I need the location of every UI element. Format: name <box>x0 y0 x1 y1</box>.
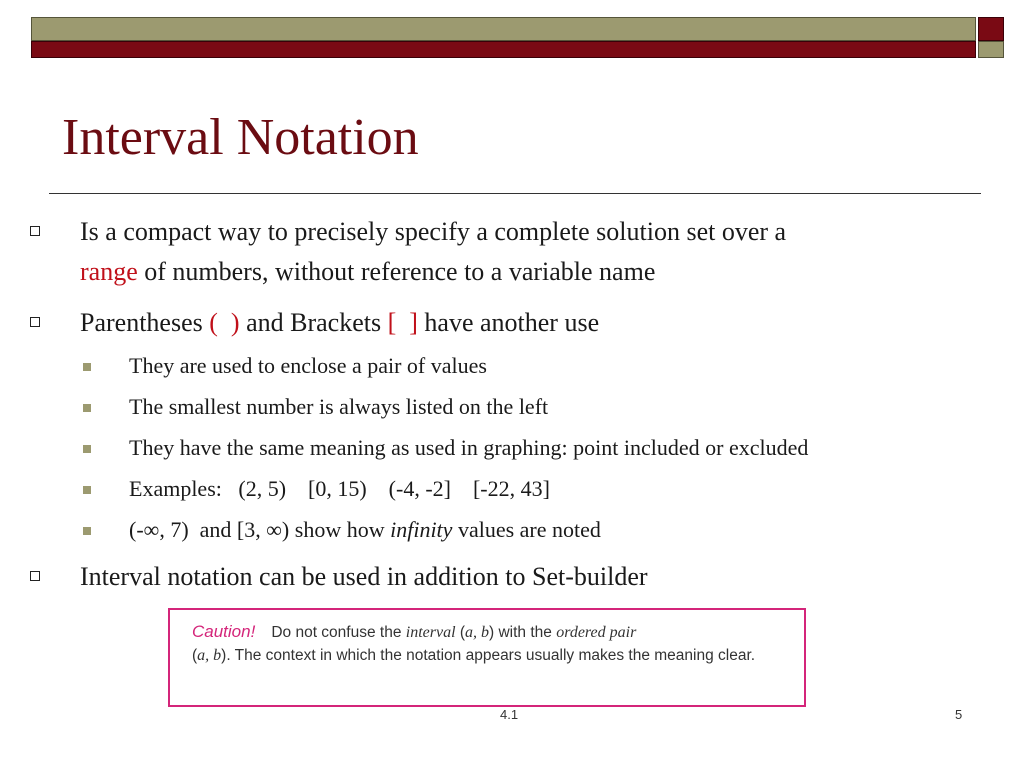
bullet-text-end: have another use <box>417 308 600 337</box>
bullet-text-cont: of numbers, without reference to a variable name <box>137 257 656 286</box>
header-maroon-band <box>31 41 976 58</box>
bullet-definition <box>80 212 1016 292</box>
footer-page-number: 5 <box>955 707 963 722</box>
caution-text: Do not confuse the <box>271 624 406 641</box>
olive-square-bullet-icon <box>83 445 91 453</box>
olive-square-bullet-icon <box>83 404 91 412</box>
sub-bullet-smallest-left <box>129 391 1014 423</box>
caution-text: ) with the <box>488 624 557 641</box>
olive-square-bullet-icon <box>83 486 91 494</box>
bullet-text: Parentheses <box>80 308 210 337</box>
bullet-set-builder <box>80 557 1016 597</box>
caution-label: Caution! <box>192 622 256 641</box>
highlight-brackets: [ ] <box>387 308 418 337</box>
hollow-square-bullet-icon <box>30 571 40 581</box>
sub-bullet-text: They have the same meaning as used in graphing: point included or excluded <box>129 435 809 460</box>
title-divider <box>49 193 981 194</box>
caution-italic-ab: a, b <box>197 647 222 664</box>
sub-bullet-infinity <box>129 514 1014 546</box>
sub-bullet-text-cont: values are noted <box>452 517 601 542</box>
bullet-text: Is a compact way to precisely specify a complete solution set over a <box>80 217 787 246</box>
caution-italic-interval: interval <box>405 624 456 641</box>
bullet-parentheses-brackets <box>80 303 1016 343</box>
sub-bullet-examples <box>129 473 1014 505</box>
caution-text: ( <box>455 624 465 641</box>
caution-italic-ab: a, b <box>464 624 489 641</box>
sub-bullet-text: Examples: (2, 5) [0, 15) (-4, -2] [-22, 43] <box>129 476 550 501</box>
header-corner-olive-block <box>978 41 1004 58</box>
olive-square-bullet-icon <box>83 527 91 535</box>
header-corner-maroon-block <box>978 17 1004 41</box>
caution-box <box>168 608 806 707</box>
highlight-parentheses: ( ) <box>209 308 240 337</box>
sub-bullet-pair <box>129 350 1014 382</box>
hollow-square-bullet-icon <box>30 226 40 236</box>
slide-title: Interval Notation <box>62 109 419 166</box>
caution-text: ). The context in which the notation appears usually makes the meaning clear. <box>221 647 756 664</box>
bullet-text-cont: and Brackets <box>239 308 388 337</box>
bullet-text: Interval notation can be used in addition to Set-builder <box>80 562 648 591</box>
header-olive-band <box>31 17 976 41</box>
sub-bullet-text: They are used to enclose a pair of values <box>129 353 487 378</box>
hollow-square-bullet-icon <box>30 317 40 327</box>
caution-text: ( <box>192 647 198 664</box>
italic-infinity: infinity <box>390 517 453 542</box>
sub-bullet-text: The smallest number is always listed on the left <box>129 394 549 419</box>
olive-square-bullet-icon <box>83 363 91 371</box>
sub-bullet-graphing-meaning <box>129 432 1014 464</box>
sub-bullet-text: (-∞, 7) and [3, ∞) show how <box>129 517 391 542</box>
highlight-range: range <box>80 257 138 286</box>
footer-section-number: 4.1 <box>500 707 519 722</box>
caution-italic-ordered-pair: ordered pair <box>556 624 637 641</box>
